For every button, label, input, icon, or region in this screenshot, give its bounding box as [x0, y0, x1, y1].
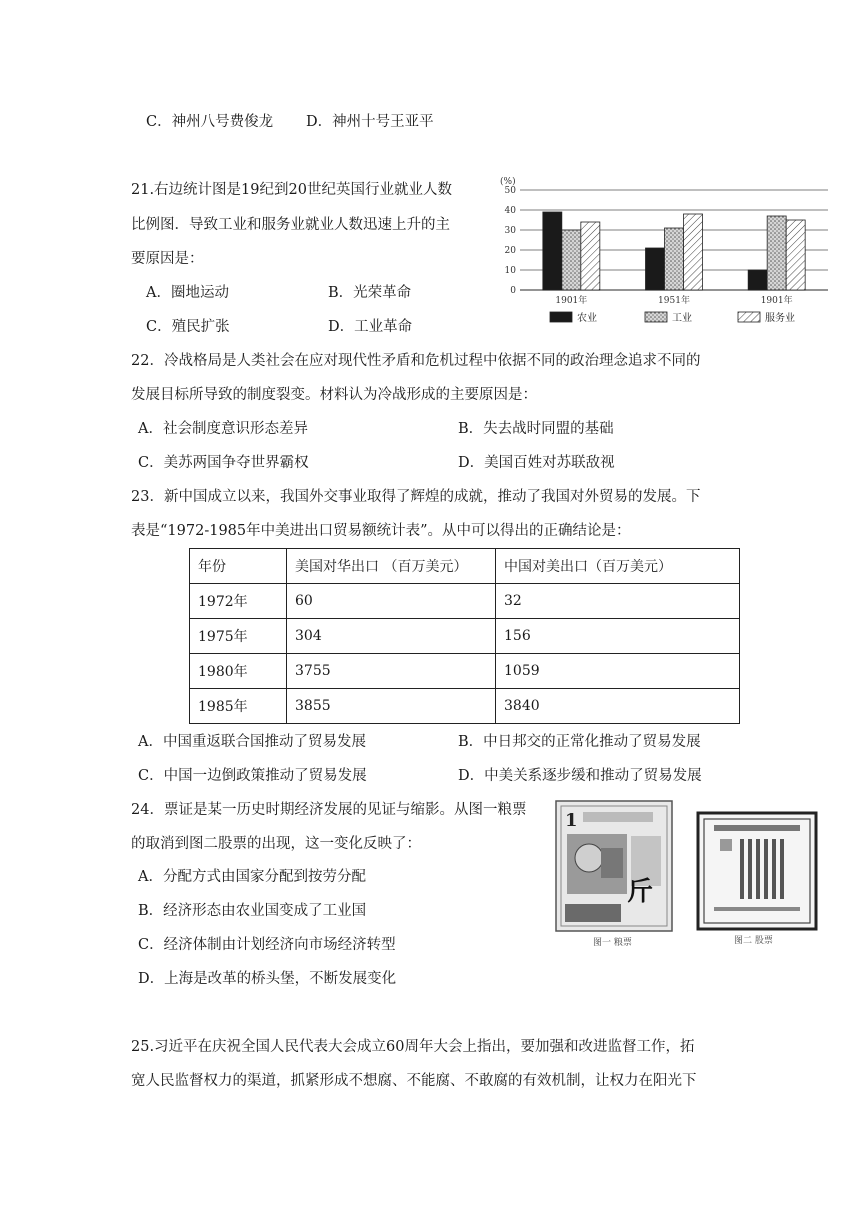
q24-stem-line1: 24．票证是某一历史时期经济发展的见证与缩影。从图一粮票	[131, 802, 527, 818]
q21-stem-line1: 21.右边统计图是19纪到20世纪英国行业就业人数	[131, 182, 452, 198]
bar-服务业-1	[684, 214, 703, 290]
x-category-label: 1951年	[658, 296, 690, 306]
table-cell: 1972年	[190, 584, 287, 619]
figure1-caption: 图一 粮票	[593, 938, 632, 948]
q21-stem-line3: 要原因是：	[131, 251, 204, 267]
q22-stem-line1: 22．冷战格局是人类社会在应对现代性矛盾和危机过程中依据不同的政治理念追求不同的	[131, 353, 701, 369]
q22-option-b: B．失去战时同盟的基础	[458, 421, 614, 437]
trade-table	[189, 548, 740, 724]
table-cell: 1980年	[190, 654, 287, 689]
q25-stem-line1: 25.习近平在庆祝全国人民代表大会成立60周年大会上指出，要加强和改进监督工作，拓	[131, 1039, 695, 1055]
bar-服务业-0	[581, 222, 600, 290]
legend-swatch	[550, 312, 572, 322]
q21-option-b: B．光荣革命	[328, 285, 412, 301]
y-tick-label: 10	[504, 266, 516, 276]
q22-option-d: D．美国百姓对苏联敌视	[458, 455, 615, 471]
q22-option-c: C．美苏两国争夺世界霸权	[138, 455, 309, 471]
y-tick-label: 40	[504, 206, 516, 216]
q24-option-a: A．分配方式由国家分配到按劳分配	[138, 869, 366, 885]
q23-stem-line2: 表是“1972-1985年中美进出口贸易额统计表”。从中可以得出的正确结论是：	[131, 523, 631, 539]
bar-服务业-2	[786, 220, 805, 290]
y-tick-label: 20	[504, 246, 516, 256]
q24-option-b: B．经济形态由农业国变成了工业国	[138, 903, 367, 919]
coupon-digit: 1	[565, 810, 578, 831]
table-row	[190, 689, 740, 724]
q23-option-d: D．中美关系逐步缓和推动了贸易发展	[458, 768, 702, 784]
y-axis-unit-label: (%)	[500, 177, 516, 187]
coupon-unit-char: 斤	[627, 877, 654, 907]
q25-stem-line2: 宽人民监督权力的渠道，抓紧形成不想腐、不能腐、不敢腐的有效机制，让权力在阳光下	[131, 1073, 697, 1089]
q20-option-d: D．神州十号王亚平	[306, 114, 434, 130]
y-tick-label: 0	[510, 286, 516, 296]
q20-option-c: C．神州八号费俊龙	[146, 114, 274, 130]
table-cell: 3840	[496, 689, 740, 724]
q23-option-b: B．中日邦交的正常化推动了贸易发展	[458, 734, 701, 750]
bar-工业-2	[767, 216, 786, 290]
legend-label: 工业	[672, 313, 692, 324]
table-header: 年份	[190, 549, 287, 584]
table-row	[190, 654, 740, 689]
x-category-label: 1901年	[760, 296, 793, 306]
q22-stem-line2: 发展目标所导致的制度裂变。材料认为冷战形成的主要原因是：	[131, 387, 537, 403]
y-tick-label: 30	[504, 226, 516, 236]
table-cell: 32	[496, 584, 740, 619]
table-header: 美国对华出口 （百万美元）	[287, 549, 496, 584]
q24-option-c: C．经济体制由计划经济向市场经济转型	[138, 937, 396, 953]
table-cell: 3855	[287, 689, 496, 724]
q21-option-d: D．工业革命	[328, 319, 413, 335]
employment-bar-chart	[490, 172, 830, 332]
table-cell: 304	[287, 619, 496, 654]
table-header-row	[190, 549, 740, 584]
figure2-caption: 图二 股票	[734, 936, 773, 946]
bar-农业-1	[646, 248, 665, 290]
stock-certificate-image	[690, 803, 825, 950]
bar-工业-1	[665, 228, 684, 290]
table-cell: 1059	[496, 654, 740, 689]
q23-option-c: C．中国一边倒政策推动了贸易发展	[138, 768, 367, 784]
q21-option-a: A．圈地运动	[146, 285, 229, 301]
legend-swatch	[738, 312, 760, 322]
bar-农业-0	[543, 212, 562, 290]
x-category-label: 1901年	[555, 296, 588, 306]
grain-coupon-image	[555, 800, 673, 950]
table-cell: 60	[287, 584, 496, 619]
legend-label: 农业	[577, 313, 597, 324]
table-cell: 1975年	[190, 619, 287, 654]
q22-option-a: A．社会制度意识形态差异	[138, 421, 308, 437]
legend-label: 服务业	[765, 313, 795, 324]
table-header: 中国对美出口（百万美元）	[496, 549, 740, 584]
q21-stem-line2: 比例图．导致工业和服务业就业人数迅速上升的主	[131, 217, 450, 233]
y-tick-label: 50	[504, 186, 516, 196]
table-row	[190, 619, 740, 654]
bar-农业-2	[748, 270, 767, 290]
q24-option-d: D．上海是改革的桥头堡，不断发展变化	[138, 971, 397, 987]
table-cell: 156	[496, 619, 740, 654]
q23-option-a: A．中国重返联合国推动了贸易发展	[138, 734, 366, 750]
q21-option-c: C．殖民扩张	[146, 319, 230, 335]
table-cell: 1985年	[190, 689, 287, 724]
table-cell: 3755	[287, 654, 496, 689]
q24-stem-line2: 的取消到图二股票的出现，这一变化反映了：	[131, 836, 421, 852]
table-row	[190, 584, 740, 619]
bar-工业-0	[562, 230, 581, 290]
q23-stem-line1: 23．新中国成立以来，我国外交事业取得了辉煌的成就，推动了我国对外贸易的发展。下	[131, 489, 701, 505]
legend-swatch	[645, 312, 667, 322]
